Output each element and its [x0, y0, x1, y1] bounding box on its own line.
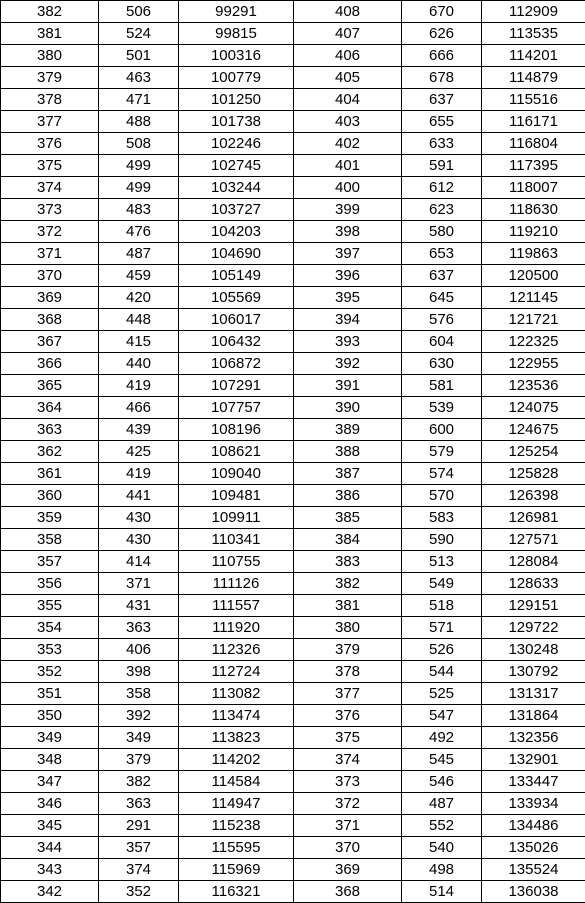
table-cell: 104203	[179, 221, 294, 243]
table-cell: 570	[402, 485, 482, 507]
table-cell: 387	[294, 463, 402, 485]
table-row	[1, 771, 585, 793]
table-cell: 362	[1, 441, 99, 463]
table-cell: 405	[294, 67, 402, 89]
table-cell: 552	[402, 815, 482, 837]
table-cell: 499	[99, 155, 179, 177]
table-cell: 583	[402, 507, 482, 529]
table-cell: 130792	[482, 661, 585, 683]
table-cell: 115595	[179, 837, 294, 859]
table-cell: 492	[402, 727, 482, 749]
table-cell: 361	[1, 463, 99, 485]
table-cell: 386	[294, 485, 402, 507]
table-cell: 99291	[179, 1, 294, 23]
table-cell: 102246	[179, 133, 294, 155]
table-cell: 113823	[179, 727, 294, 749]
table-cell: 395	[294, 287, 402, 309]
table-cell: 352	[99, 881, 179, 903]
table-cell: 576	[402, 309, 482, 331]
table-row	[1, 661, 585, 683]
table-cell: 440	[99, 353, 179, 375]
table-cell: 378	[1, 89, 99, 111]
table-row	[1, 837, 585, 859]
table-row	[1, 705, 585, 727]
table-cell: 390	[294, 397, 402, 419]
table-cell: 352	[1, 661, 99, 683]
table-row	[1, 177, 585, 199]
table-cell: 399	[294, 199, 402, 221]
table-cell: 414	[99, 551, 179, 573]
table-cell: 103727	[179, 199, 294, 221]
table-cell: 394	[294, 309, 402, 331]
table-row	[1, 111, 585, 133]
table-cell: 666	[402, 45, 482, 67]
table-cell: 377	[1, 111, 99, 133]
table-cell: 111557	[179, 595, 294, 617]
table-row	[1, 155, 585, 177]
table-cell: 389	[294, 419, 402, 441]
table-cell: 476	[99, 221, 179, 243]
table-cell: 547	[402, 705, 482, 727]
table-cell: 109481	[179, 485, 294, 507]
table-cell: 366	[1, 353, 99, 375]
table-cell: 110341	[179, 529, 294, 551]
table-cell: 132901	[482, 749, 585, 771]
table-cell: 374	[99, 859, 179, 881]
table-cell: 372	[1, 221, 99, 243]
table-cell: 513	[402, 551, 482, 573]
table-row	[1, 23, 585, 45]
table-cell: 381	[1, 23, 99, 45]
table-cell: 371	[294, 815, 402, 837]
table-cell: 351	[1, 683, 99, 705]
table-cell: 425	[99, 441, 179, 463]
table-row	[1, 375, 585, 397]
table-cell: 431	[99, 595, 179, 617]
table-row	[1, 45, 585, 67]
table-cell: 363	[1, 419, 99, 441]
table-row	[1, 287, 585, 309]
table-cell: 388	[294, 441, 402, 463]
table-cell: 122955	[482, 353, 585, 375]
table-cell: 406	[99, 639, 179, 661]
table-cell: 135026	[482, 837, 585, 859]
table-cell: 382	[294, 573, 402, 595]
table-cell: 105569	[179, 287, 294, 309]
table-row	[1, 309, 585, 331]
table-cell: 514	[402, 881, 482, 903]
table-cell: 471	[99, 89, 179, 111]
table-cell: 116171	[482, 111, 585, 133]
table-cell: 117395	[482, 155, 585, 177]
table-row	[1, 683, 585, 705]
table-cell: 348	[1, 749, 99, 771]
table-cell: 396	[294, 265, 402, 287]
table-cell: 353	[1, 639, 99, 661]
table-cell: 114947	[179, 793, 294, 815]
table-cell: 106432	[179, 331, 294, 353]
table-cell: 407	[294, 23, 402, 45]
table-cell: 380	[294, 617, 402, 639]
table-cell: 392	[294, 353, 402, 375]
table-row	[1, 727, 585, 749]
table-cell: 369	[294, 859, 402, 881]
table-cell: 100316	[179, 45, 294, 67]
table-cell: 580	[402, 221, 482, 243]
table-cell: 397	[294, 243, 402, 265]
table-cell: 344	[1, 837, 99, 859]
table-cell: 376	[1, 133, 99, 155]
table-cell: 637	[402, 89, 482, 111]
table-cell: 364	[1, 397, 99, 419]
table-cell: 127571	[482, 529, 585, 551]
table-cell: 415	[99, 331, 179, 353]
table-cell: 408	[294, 1, 402, 23]
table-cell: 109911	[179, 507, 294, 529]
table-cell: 125254	[482, 441, 585, 463]
table-cell: 121721	[482, 309, 585, 331]
table-cell: 376	[294, 705, 402, 727]
table-cell: 404	[294, 89, 402, 111]
table-row	[1, 89, 585, 111]
table-cell: 653	[402, 243, 482, 265]
table-cell: 128633	[482, 573, 585, 595]
table-cell: 365	[1, 375, 99, 397]
table-cell: 357	[1, 551, 99, 573]
table-cell: 114584	[179, 771, 294, 793]
table-cell: 126981	[482, 507, 585, 529]
table-cell: 373	[294, 771, 402, 793]
table-cell: 678	[402, 67, 482, 89]
table-cell: 549	[402, 573, 482, 595]
table-cell: 372	[294, 793, 402, 815]
table-cell: 645	[402, 287, 482, 309]
table-cell: 379	[294, 639, 402, 661]
table-cell: 116804	[482, 133, 585, 155]
table-cell: 129151	[482, 595, 585, 617]
table-cell: 380	[1, 45, 99, 67]
table-cell: 118007	[482, 177, 585, 199]
table-cell: 487	[402, 793, 482, 815]
table-cell: 136038	[482, 881, 585, 903]
table-cell: 346	[1, 793, 99, 815]
table-cell: 540	[402, 837, 482, 859]
table-cell: 655	[402, 111, 482, 133]
table-row	[1, 419, 585, 441]
table-cell: 448	[99, 309, 179, 331]
table-cell: 419	[99, 463, 179, 485]
table-cell: 600	[402, 419, 482, 441]
table-cell: 591	[402, 155, 482, 177]
table-cell: 488	[99, 111, 179, 133]
table-cell: 430	[99, 507, 179, 529]
table-cell: 371	[1, 243, 99, 265]
table-cell: 108196	[179, 419, 294, 441]
table-cell: 368	[294, 881, 402, 903]
table-cell: 374	[1, 177, 99, 199]
table-cell: 526	[402, 639, 482, 661]
table-row	[1, 265, 585, 287]
table-cell: 347	[1, 771, 99, 793]
table-cell: 371	[99, 573, 179, 595]
table-cell: 524	[99, 23, 179, 45]
table-cell: 391	[294, 375, 402, 397]
table-row	[1, 639, 585, 661]
table-cell: 623	[402, 199, 482, 221]
table-cell: 359	[1, 507, 99, 529]
table-row	[1, 441, 585, 463]
table-row	[1, 133, 585, 155]
table-row	[1, 859, 585, 881]
table-cell: 104690	[179, 243, 294, 265]
table-cell: 383	[294, 551, 402, 573]
table-cell: 487	[99, 243, 179, 265]
table-cell: 381	[294, 595, 402, 617]
table-cell: 357	[99, 837, 179, 859]
table-cell: 393	[294, 331, 402, 353]
table-row	[1, 485, 585, 507]
table-cell: 125828	[482, 463, 585, 485]
table-row	[1, 793, 585, 815]
table-cell: 375	[1, 155, 99, 177]
table-row	[1, 573, 585, 595]
table-cell: 110755	[179, 551, 294, 573]
table-cell: 377	[294, 683, 402, 705]
table-cell: 402	[294, 133, 402, 155]
table-cell: 430	[99, 529, 179, 551]
table-row	[1, 749, 585, 771]
table-cell: 358	[1, 529, 99, 551]
table-cell: 123536	[482, 375, 585, 397]
table-cell: 374	[294, 749, 402, 771]
table-cell: 113474	[179, 705, 294, 727]
table-cell: 133934	[482, 793, 585, 815]
table-cell: 113535	[482, 23, 585, 45]
table-cell: 124675	[482, 419, 585, 441]
table-cell: 358	[99, 683, 179, 705]
table-cell: 363	[99, 617, 179, 639]
table-cell: 345	[1, 815, 99, 837]
table-cell: 382	[1, 1, 99, 23]
table-cell: 499	[99, 177, 179, 199]
table-cell: 349	[99, 727, 179, 749]
table-cell: 401	[294, 155, 402, 177]
table-cell: 343	[1, 859, 99, 881]
table-cell: 384	[294, 529, 402, 551]
table-cell: 131864	[482, 705, 585, 727]
table-cell: 441	[99, 485, 179, 507]
table-cell: 379	[99, 749, 179, 771]
table-cell: 355	[1, 595, 99, 617]
table-cell: 113082	[179, 683, 294, 705]
table-row	[1, 221, 585, 243]
table-cell: 498	[402, 859, 482, 881]
table-cell: 101738	[179, 111, 294, 133]
table-cell: 373	[1, 199, 99, 221]
table-cell: 119210	[482, 221, 585, 243]
table-row	[1, 595, 585, 617]
table-cell: 539	[402, 397, 482, 419]
table-cell: 109040	[179, 463, 294, 485]
table-cell: 382	[99, 771, 179, 793]
table-cell: 115516	[482, 89, 585, 111]
table-cell: 590	[402, 529, 482, 551]
table-cell: 116321	[179, 881, 294, 903]
table-row	[1, 353, 585, 375]
table-cell: 122325	[482, 331, 585, 353]
table-cell: 124075	[482, 397, 585, 419]
table-cell: 349	[1, 727, 99, 749]
table-row	[1, 617, 585, 639]
table-cell: 369	[1, 287, 99, 309]
table-row	[1, 1, 585, 23]
table-cell: 375	[294, 727, 402, 749]
table-cell: 403	[294, 111, 402, 133]
table-cell: 571	[402, 617, 482, 639]
table-cell: 508	[99, 133, 179, 155]
table-cell: 350	[1, 705, 99, 727]
table-cell: 115969	[179, 859, 294, 881]
table-cell: 354	[1, 617, 99, 639]
table-cell: 466	[99, 397, 179, 419]
table-cell: 106017	[179, 309, 294, 331]
table-cell: 626	[402, 23, 482, 45]
table-row	[1, 67, 585, 89]
table-row	[1, 397, 585, 419]
table-cell: 100779	[179, 67, 294, 89]
table-cell: 112724	[179, 661, 294, 683]
table-cell: 360	[1, 485, 99, 507]
table-cell: 439	[99, 419, 179, 441]
table-cell: 108621	[179, 441, 294, 463]
table-cell: 134486	[482, 815, 585, 837]
table-row	[1, 331, 585, 353]
table-cell: 406	[294, 45, 402, 67]
table-cell: 111126	[179, 573, 294, 595]
table-cell: 392	[99, 705, 179, 727]
table-row	[1, 507, 585, 529]
table-cell: 370	[294, 837, 402, 859]
table-cell: 129722	[482, 617, 585, 639]
table-row	[1, 551, 585, 573]
table-row	[1, 529, 585, 551]
table-cell: 356	[1, 573, 99, 595]
table-cell: 670	[402, 1, 482, 23]
table-row	[1, 199, 585, 221]
table-cell: 105149	[179, 265, 294, 287]
table-cell: 370	[1, 265, 99, 287]
table-cell: 525	[402, 683, 482, 705]
table-cell: 419	[99, 375, 179, 397]
table-cell: 612	[402, 177, 482, 199]
table-cell: 114879	[482, 67, 585, 89]
table-cell: 506	[99, 1, 179, 23]
table-row	[1, 881, 585, 903]
table-cell: 368	[1, 309, 99, 331]
table-cell: 604	[402, 331, 482, 353]
table-cell: 463	[99, 67, 179, 89]
table-cell: 379	[1, 67, 99, 89]
table-cell: 518	[402, 595, 482, 617]
table-cell: 107757	[179, 397, 294, 419]
table-cell: 99815	[179, 23, 294, 45]
table-body	[1, 1, 585, 903]
table-cell: 114202	[179, 749, 294, 771]
table-cell: 119863	[482, 243, 585, 265]
table-cell: 637	[402, 265, 482, 287]
table-cell: 459	[99, 265, 179, 287]
table-row	[1, 463, 585, 485]
table-cell: 111920	[179, 617, 294, 639]
table-cell: 574	[402, 463, 482, 485]
table-cell: 131317	[482, 683, 585, 705]
table-cell: 633	[402, 133, 482, 155]
table-cell: 112326	[179, 639, 294, 661]
table-cell: 133447	[482, 771, 585, 793]
table-cell: 291	[99, 815, 179, 837]
table-cell: 385	[294, 507, 402, 529]
table-cell: 120500	[482, 265, 585, 287]
table-cell: 128084	[482, 551, 585, 573]
table-cell: 121145	[482, 287, 585, 309]
table-cell: 106872	[179, 353, 294, 375]
table-cell: 420	[99, 287, 179, 309]
table-cell: 501	[99, 45, 179, 67]
table-cell: 544	[402, 661, 482, 683]
table-cell: 102745	[179, 155, 294, 177]
table-cell: 130248	[482, 639, 585, 661]
table-cell: 400	[294, 177, 402, 199]
table-cell: 630	[402, 353, 482, 375]
table-cell: 545	[402, 749, 482, 771]
table-cell: 398	[99, 661, 179, 683]
table-cell: 118630	[482, 199, 585, 221]
table-cell: 398	[294, 221, 402, 243]
table-cell: 546	[402, 771, 482, 793]
table-cell: 101250	[179, 89, 294, 111]
table-cell: 363	[99, 793, 179, 815]
table-row	[1, 243, 585, 265]
table-row	[1, 815, 585, 837]
table-cell: 378	[294, 661, 402, 683]
table-cell: 581	[402, 375, 482, 397]
table-cell: 115238	[179, 815, 294, 837]
table-cell: 126398	[482, 485, 585, 507]
table-cell: 367	[1, 331, 99, 353]
table-cell: 135524	[482, 859, 585, 881]
table-cell: 132356	[482, 727, 585, 749]
table-cell: 112909	[482, 1, 585, 23]
table-cell: 483	[99, 199, 179, 221]
table-cell: 103244	[179, 177, 294, 199]
table-cell: 342	[1, 881, 99, 903]
table-cell: 107291	[179, 375, 294, 397]
table-cell: 114201	[482, 45, 585, 67]
table-cell: 579	[402, 441, 482, 463]
